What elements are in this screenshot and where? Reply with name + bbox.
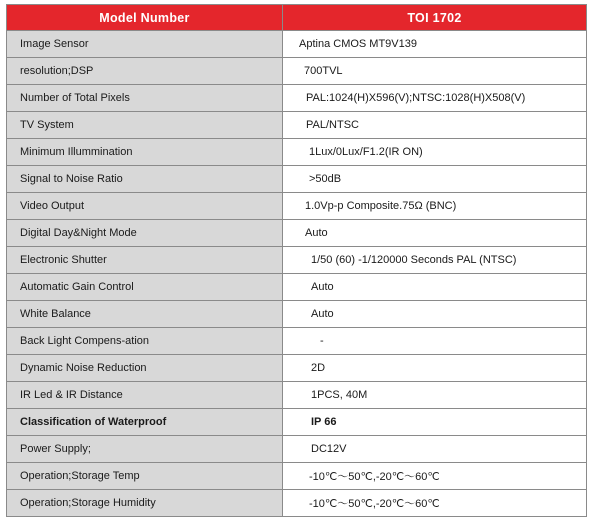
table-row xyxy=(7,463,587,490)
spec-parameter-label: resolution;DSP xyxy=(7,58,283,85)
spec-value: 1PCS, 40M xyxy=(283,382,587,409)
spec-parameter-label: Operation;Storage Humidity xyxy=(7,490,283,517)
spec-parameter-label: White Balance xyxy=(7,301,283,328)
spec-parameter-label: Signal to Noise Ratio xyxy=(7,166,283,193)
spec-value: PAL/NTSC xyxy=(283,112,587,139)
spec-value: IP 66 xyxy=(283,409,587,436)
table-row xyxy=(7,490,587,517)
table-row xyxy=(7,355,587,382)
spec-value: Auto xyxy=(283,274,587,301)
table-row xyxy=(7,31,587,58)
spec-parameter-label: Digital Day&Night Mode xyxy=(7,220,283,247)
spec-parameter-label: Image Sensor xyxy=(7,31,283,58)
table-row xyxy=(7,85,587,112)
spec-value: Auto xyxy=(283,301,587,328)
spec-parameter-label: Electronic Shutter xyxy=(7,247,283,274)
table-row xyxy=(7,274,587,301)
spec-parameter-label: Classification of Waterproof xyxy=(7,409,283,436)
spec-value: 1.0Vp-p Composite.75Ω (BNC) xyxy=(283,193,587,220)
spec-value: -10℃～50℃,-20℃～60℃ xyxy=(283,490,587,517)
table-row xyxy=(7,139,587,166)
spec-parameter-label: Operation;Storage Temp xyxy=(7,463,283,490)
spec-table xyxy=(6,4,587,517)
header-model-value: TOI 1702 xyxy=(283,5,587,31)
header-model-number-label: Model Number xyxy=(7,5,283,31)
table-row xyxy=(7,166,587,193)
spec-value: -10℃～50℃,-20℃～60℃ xyxy=(283,463,587,490)
spec-value: - xyxy=(283,328,587,355)
spec-parameter-label: Video Output xyxy=(7,193,283,220)
spec-parameter-label: Back Light Compens-ation xyxy=(7,328,283,355)
table-row xyxy=(7,301,587,328)
spec-value: PAL:1024(H)X596(V);NTSC:1028(H)X508(V) xyxy=(283,85,587,112)
spec-value: 1/50 (60) -1/120000 Seconds PAL (NTSC) xyxy=(283,247,587,274)
spec-value: Aptina CMOS MT9V139 xyxy=(283,31,587,58)
spec-parameter-label: IR Led & IR Distance xyxy=(7,382,283,409)
spec-value: 2D xyxy=(283,355,587,382)
spec-parameter-label: Automatic Gain Control xyxy=(7,274,283,301)
table-row xyxy=(7,58,587,85)
table-row xyxy=(7,436,587,463)
spec-value: >50dB xyxy=(283,166,587,193)
spec-parameter-label: TV System xyxy=(7,112,283,139)
spec-value: 700TVL xyxy=(283,58,587,85)
spec-value: 1Lux/0Lux/F1.2(IR ON) xyxy=(283,139,587,166)
table-row xyxy=(7,247,587,274)
table-row xyxy=(7,328,587,355)
table-row xyxy=(7,382,587,409)
spec-parameter-label: Minimum Illummination xyxy=(7,139,283,166)
spec-table-body xyxy=(7,31,587,517)
table-header-row xyxy=(7,5,587,31)
table-row xyxy=(7,112,587,139)
spec-value: Auto xyxy=(283,220,587,247)
spec-sheet xyxy=(6,4,586,525)
table-row xyxy=(7,220,587,247)
spec-parameter-label: Power Supply; xyxy=(7,436,283,463)
spec-value: DC12V xyxy=(283,436,587,463)
table-row xyxy=(7,193,587,220)
spec-parameter-label: Number of Total Pixels xyxy=(7,85,283,112)
table-row xyxy=(7,409,587,436)
spec-parameter-label: Dynamic Noise Reduction xyxy=(7,355,283,382)
